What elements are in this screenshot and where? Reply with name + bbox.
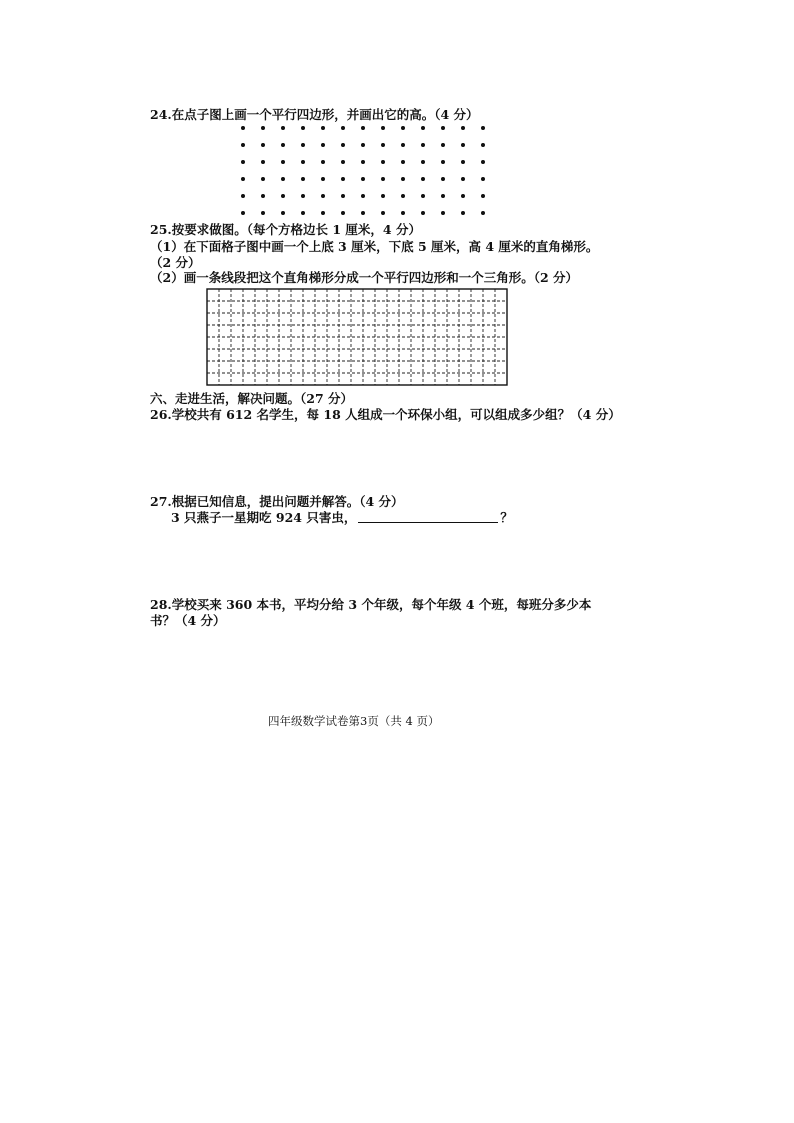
grid-dot[interactable] bbox=[441, 160, 445, 164]
grid-dot[interactable] bbox=[301, 177, 305, 181]
grid-dot[interactable] bbox=[261, 126, 265, 130]
grid-dot[interactable] bbox=[461, 143, 465, 147]
grid-dot[interactable] bbox=[361, 143, 365, 147]
grid-dot[interactable] bbox=[401, 194, 405, 198]
grid-dot[interactable] bbox=[421, 211, 425, 215]
grid-dot[interactable] bbox=[401, 143, 405, 147]
grid-dot[interactable] bbox=[301, 194, 305, 198]
grid-dot[interactable] bbox=[321, 126, 325, 130]
grid-dot[interactable] bbox=[481, 143, 485, 147]
grid-dot[interactable] bbox=[321, 160, 325, 164]
grid-dot[interactable] bbox=[361, 194, 365, 198]
grid-dot[interactable] bbox=[401, 160, 405, 164]
grid-dot[interactable] bbox=[441, 194, 445, 198]
grid-dot[interactable] bbox=[401, 211, 405, 215]
grid-dot[interactable] bbox=[361, 177, 365, 181]
grid-dot[interactable] bbox=[321, 211, 325, 215]
grid-dot[interactable] bbox=[341, 211, 345, 215]
grid-dot[interactable] bbox=[421, 194, 425, 198]
grid-dot[interactable] bbox=[361, 126, 365, 130]
question-25-part1-score: （2 分） bbox=[150, 255, 201, 270]
grid-dot[interactable] bbox=[341, 143, 345, 147]
grid-dot[interactable] bbox=[241, 194, 245, 198]
grid-dot[interactable] bbox=[261, 211, 265, 215]
grid-dot[interactable] bbox=[281, 177, 285, 181]
grid-dot[interactable] bbox=[281, 126, 285, 130]
grid-dot[interactable] bbox=[301, 126, 305, 130]
grid-dot[interactable] bbox=[281, 194, 285, 198]
grid-dot[interactable] bbox=[381, 211, 385, 215]
grid-dot[interactable] bbox=[401, 177, 405, 181]
grid-dot[interactable] bbox=[241, 160, 245, 164]
question-28-line1: 28.学校买来 360 本书，平均分给 3 个年级，每个年级 4 个班，每班分多少本 bbox=[150, 597, 592, 612]
grid-dot[interactable] bbox=[281, 143, 285, 147]
question-27-info bbox=[171, 510, 513, 526]
grid-dot[interactable] bbox=[361, 160, 365, 164]
grid-dot[interactable] bbox=[441, 177, 445, 181]
grid-dot[interactable] bbox=[481, 177, 485, 181]
question-27-info-text: 3 只燕子一星期吃 924 只害虫， bbox=[171, 510, 357, 525]
grid-dot[interactable] bbox=[401, 126, 405, 130]
question-27-title: 27.根据已知信息，提出问题并解答。（4 分） bbox=[150, 494, 404, 509]
section-6-title: 六、走进生活，解决问题。（27 分） bbox=[150, 391, 353, 406]
grid-dot[interactable] bbox=[341, 160, 345, 164]
grid-dot[interactable] bbox=[301, 160, 305, 164]
grid-dot[interactable] bbox=[481, 160, 485, 164]
grid-dot[interactable] bbox=[341, 126, 345, 130]
question-28-line2: 书？（4 分） bbox=[150, 613, 226, 628]
grid-dot[interactable] bbox=[321, 143, 325, 147]
grid-dot[interactable] bbox=[441, 143, 445, 147]
grid-dot[interactable] bbox=[301, 143, 305, 147]
grid-dot[interactable] bbox=[421, 177, 425, 181]
grid-dot[interactable] bbox=[241, 211, 245, 215]
grid-dot[interactable] bbox=[241, 126, 245, 130]
grid-dot[interactable] bbox=[421, 160, 425, 164]
grid-dot[interactable] bbox=[241, 177, 245, 181]
grid-dot[interactable] bbox=[481, 126, 485, 130]
grid-dot[interactable] bbox=[261, 160, 265, 164]
grid-dot[interactable] bbox=[381, 194, 385, 198]
grid-dot[interactable] bbox=[321, 194, 325, 198]
grid-dot[interactable] bbox=[381, 160, 385, 164]
question-27-end-mark: ？ bbox=[500, 510, 513, 525]
grid-dot[interactable] bbox=[261, 143, 265, 147]
grid-dot[interactable] bbox=[381, 126, 385, 130]
question-27-answer-blank[interactable] bbox=[358, 510, 498, 523]
grid-dot[interactable] bbox=[301, 211, 305, 215]
question-25-part1: （1）在下面格子图中画一个上底 3 厘米，下底 5 厘米，高 4 厘米的直角梯形。 bbox=[150, 239, 599, 254]
grid-dot[interactable] bbox=[261, 194, 265, 198]
grid-dot[interactable] bbox=[381, 177, 385, 181]
grid-dot[interactable] bbox=[461, 211, 465, 215]
grid-dot[interactable] bbox=[381, 143, 385, 147]
grid-dot[interactable] bbox=[481, 194, 485, 198]
grid-dot[interactable] bbox=[421, 126, 425, 130]
grid-dot[interactable] bbox=[321, 177, 325, 181]
grid-dot[interactable] bbox=[461, 194, 465, 198]
grid-dot[interactable] bbox=[461, 160, 465, 164]
grid-dot[interactable] bbox=[461, 177, 465, 181]
grid-dot[interactable] bbox=[361, 211, 365, 215]
grid-dot[interactable] bbox=[281, 211, 285, 215]
grid-dot[interactable] bbox=[481, 211, 485, 215]
square-grid[interactable] bbox=[205, 287, 511, 389]
question-26-text: 26.学校共有 612 名学生，每 18 人组成一个环保小组，可以组成多少组？（4 分） bbox=[150, 407, 621, 422]
page-footer: 四年级数学试卷第3页（共 4 页） bbox=[268, 714, 440, 728]
question-25-title: 25.按要求做图。（每个方格边长 1 厘米，4 分） bbox=[150, 222, 421, 237]
grid-dot[interactable] bbox=[441, 126, 445, 130]
grid-dot[interactable] bbox=[421, 143, 425, 147]
dot-grid[interactable] bbox=[238, 122, 490, 222]
grid-dot[interactable] bbox=[261, 177, 265, 181]
question-25-part2: （2）画一条线段把这个直角梯形分成一个平行四边形和一个三角形。（2 分） bbox=[150, 270, 578, 285]
question-24-text: 24.在点子图上画一个平行四边形，并画出它的高。（4 分） bbox=[150, 107, 479, 122]
grid-dot[interactable] bbox=[281, 160, 285, 164]
grid-dot[interactable] bbox=[341, 177, 345, 181]
grid-dot[interactable] bbox=[461, 126, 465, 130]
grid-dot[interactable] bbox=[441, 211, 445, 215]
grid-dot[interactable] bbox=[241, 143, 245, 147]
grid-dot[interactable] bbox=[341, 194, 345, 198]
